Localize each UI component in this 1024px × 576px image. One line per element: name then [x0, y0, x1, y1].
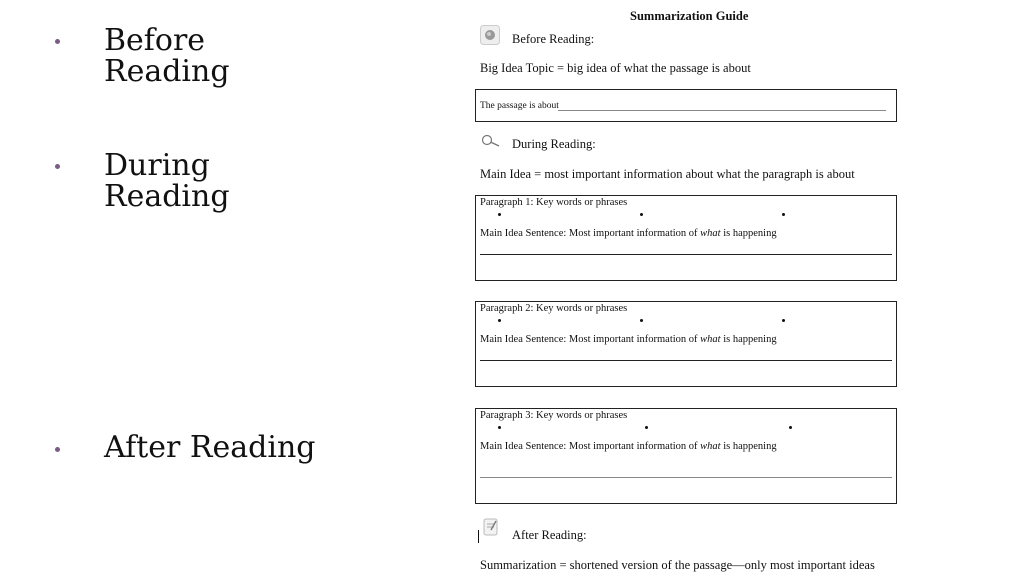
main-idea-sentence: Main Idea Sentence: Most important information of what is happening	[480, 334, 777, 345]
notepad-icon	[482, 517, 500, 542]
answer-line	[558, 110, 886, 111]
magnifier-icon	[481, 134, 501, 153]
paragraph-label: Paragraph 3: Key words or phrases	[480, 410, 628, 421]
bullet-dot	[640, 213, 643, 216]
before-reading-heading: Before Reading:	[512, 32, 595, 46]
main-idea-sentence: Main Idea Sentence: Most important information of what is happening	[480, 228, 777, 239]
bullet-dot	[640, 319, 643, 322]
bullet-dot	[498, 213, 501, 216]
text-cursor	[478, 530, 479, 543]
big-idea-definition: Big Idea Topic = big idea of what the passage is about	[480, 61, 751, 75]
answer-line	[480, 477, 892, 478]
answer-line	[480, 360, 892, 361]
bullet-dot	[782, 213, 785, 216]
bullet-dot	[498, 426, 501, 429]
after-reading-heading: After Reading:	[512, 528, 587, 542]
bullet-during-reading: During Reading	[104, 148, 230, 214]
passage-about-box	[475, 89, 897, 122]
paragraph-box	[475, 301, 897, 387]
bullet-marker	[55, 447, 63, 455]
paragraph-label: Paragraph 1: Key words or phrases	[480, 197, 628, 208]
main-idea-sentence: Main Idea Sentence: Most important information of what is happening	[480, 441, 777, 452]
bullet-dot	[498, 319, 501, 322]
paragraph-box	[475, 408, 897, 504]
answer-line	[480, 254, 892, 255]
bullet-after-reading: After Reading	[104, 430, 316, 465]
guide-title: Summarization Guide	[630, 9, 749, 23]
during-reading-heading: During Reading:	[512, 137, 596, 151]
main-idea-definition: Main Idea = most important information about what the paragraph is about	[480, 167, 855, 181]
record-icon	[480, 25, 500, 50]
bullet-dot	[789, 426, 792, 429]
paragraph-label: Paragraph 2: Key words or phrases	[480, 303, 628, 314]
paragraph-box	[475, 195, 897, 281]
bullet-dot	[645, 426, 648, 429]
passage-about-label: The passage is about	[480, 101, 559, 111]
bullet-marker	[55, 39, 63, 47]
summarization-definition: Summarization = shortened version of the passage—only most important ideas	[480, 558, 875, 572]
bullet-before-reading: Before Reading	[104, 23, 230, 89]
bullet-marker	[55, 164, 63, 172]
bullet-dot	[782, 319, 785, 322]
